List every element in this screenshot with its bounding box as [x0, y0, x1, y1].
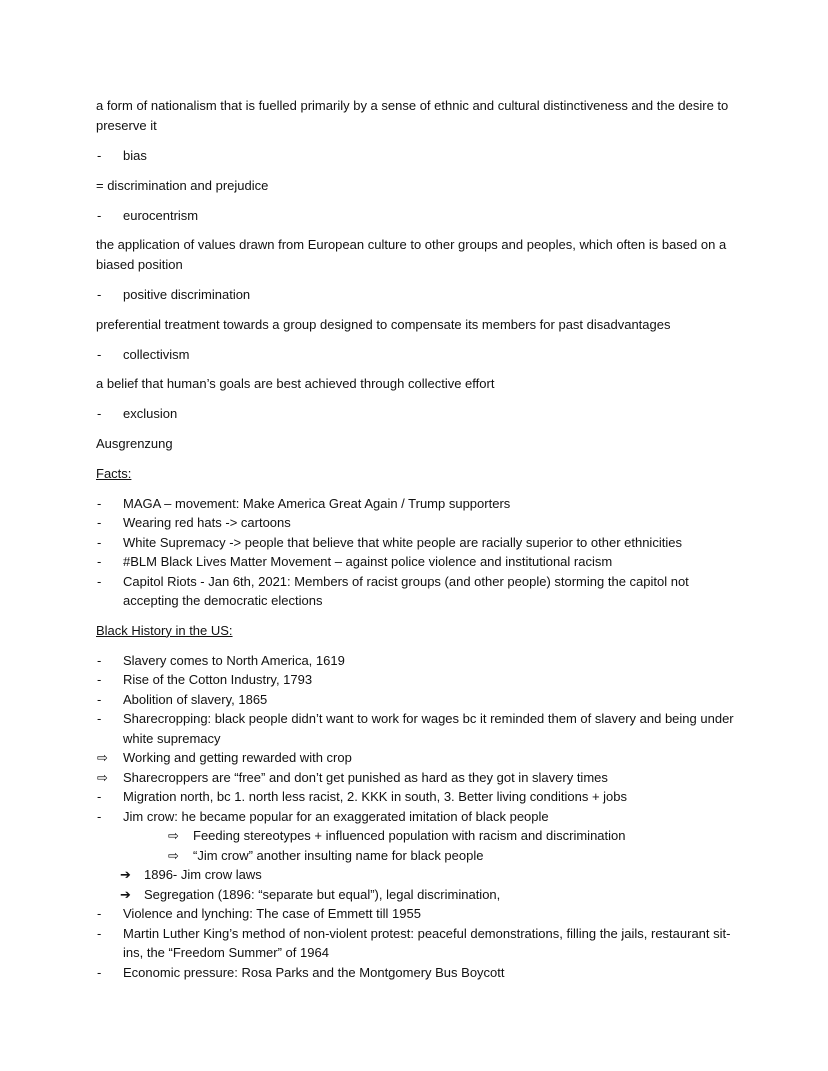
term-list — [96, 146, 746, 166]
fact-item — [96, 533, 746, 553]
history-text: Rise of the Cotton Industry, 1793 — [123, 672, 313, 687]
definition-ethnic-nationalism: a form of nationalism that is fuelled primarily by a sense of ethnic and cultural distinctiveness and the desire to preserve it — [96, 98, 729, 133]
term-list — [96, 345, 746, 365]
dash-marker: - — [97, 346, 102, 362]
history-text: “Jim crow” another insulting name for black people — [193, 847, 484, 863]
bold-arrow-icon: ➔ — [120, 867, 131, 882]
dash-marker: - — [97, 573, 102, 589]
dash-marker: - — [97, 534, 102, 550]
dash-marker: - — [97, 808, 102, 824]
dash-marker: - — [97, 906, 102, 921]
term-definition: = discrimination and prejudice — [96, 177, 269, 193]
history-text: Migration north, bc 1. north less racist, 2. KKK in south, 3. Better living conditions + jobs — [123, 789, 628, 804]
history-item — [96, 885, 746, 905]
dash-marker: - — [97, 148, 102, 163]
dash-marker: - — [97, 964, 102, 980]
history-subitem — [96, 846, 746, 866]
term-item — [96, 345, 746, 365]
hollow-arrow-icon: ⇨ — [97, 769, 108, 785]
term-label: bias — [123, 148, 147, 163]
term-item — [96, 206, 746, 226]
history-item — [96, 787, 746, 807]
fact-item — [96, 572, 746, 611]
history-text: Sharecroppers are “free” and don’t get punished as hard as they got in slavery times — [123, 769, 608, 785]
fact-item — [96, 513, 746, 533]
term-item — [96, 146, 746, 166]
history-text: Jim crow: he became popular for an exaggerated imitation of black people — [123, 808, 549, 824]
history-item — [96, 651, 746, 671]
term-list — [96, 404, 746, 424]
fact-item — [96, 552, 746, 572]
dash-marker: - — [97, 495, 102, 511]
dash-marker: - — [97, 287, 102, 302]
facts-list — [96, 494, 746, 611]
hollow-arrow-icon: ⇨ — [97, 750, 108, 765]
term-list — [96, 285, 746, 305]
term-definition: preferential treatment towards a group designed to compensate its members for past disadvantages — [96, 316, 671, 332]
fact-text: MAGA – movement: Make America Great Again / Trump supporters — [123, 495, 511, 511]
term-item — [96, 404, 746, 424]
dash-marker: - — [97, 207, 102, 223]
history-item — [96, 768, 746, 788]
term-item — [96, 285, 746, 305]
term-definition: the application of values drawn from European culture to other groups and peoples, which often is based on a biased position — [96, 237, 727, 272]
dash-marker: - — [97, 672, 102, 687]
black-history-heading: Black History in the US: — [96, 622, 233, 638]
history-text: Feeding stereotypes + influenced population with racism and discrimination — [193, 828, 626, 843]
history-text: Martin Luther King’s method of non-violent protest: peaceful demonstrations, filling the jails, restaurant sit-ins, the “Freedom Summer” of 1964 — [123, 925, 731, 960]
term-label: collectivism — [123, 346, 190, 362]
history-item — [96, 865, 746, 885]
history-subitem — [96, 826, 746, 846]
history-item — [96, 709, 746, 748]
fact-text: Wearing red hats -> cartoons — [123, 515, 291, 530]
history-item — [96, 807, 746, 827]
history-item — [96, 670, 746, 690]
history-item — [96, 904, 746, 924]
dash-marker: - — [97, 554, 102, 569]
history-text: 1896- Jim crow laws — [144, 867, 262, 882]
black-history-list — [96, 651, 746, 983]
dash-marker: - — [97, 652, 102, 668]
fact-text: Capitol Riots - Jan 6th, 2021: Members of racist groups (and other people) storming the capitol not accepting the democratic elections — [123, 573, 689, 608]
fact-item — [96, 494, 746, 514]
fact-text: #BLM Black Lives Matter Movement – against police violence and institutional racism — [123, 554, 613, 569]
facts-heading: Facts: — [96, 465, 132, 481]
dash-marker: - — [97, 691, 102, 707]
history-text: Segregation (1896: “separate but equal”), legal discrimination, — [144, 886, 501, 902]
history-text: Working and getting rewarded with crop — [123, 750, 352, 765]
dash-marker: - — [97, 406, 102, 421]
dash-marker: - — [97, 925, 102, 941]
document-page — [96, 96, 746, 992]
history-item — [96, 748, 746, 768]
history-item — [96, 924, 746, 963]
history-item — [96, 690, 746, 710]
dash-marker: - — [97, 789, 102, 804]
term-list — [96, 206, 746, 226]
term-definition: Ausgrenzung — [96, 435, 173, 451]
fact-text: White Supremacy -> people that believe that white people are racially superior to other ethnicities — [123, 534, 682, 550]
history-item — [96, 963, 746, 983]
term-label: eurocentrism — [123, 207, 199, 223]
history-text: Slavery comes to North America, 1619 — [123, 652, 345, 668]
history-text: Sharecropping: black people didn’t want to work for wages bc it reminded them of slavery and being under white supremacy — [123, 711, 734, 746]
dash-marker: - — [97, 515, 102, 530]
term-definition: a belief that human’s goals are best achieved through collective effort — [96, 376, 495, 391]
history-text: Economic pressure: Rosa Parks and the Montgomery Bus Boycott — [123, 964, 505, 980]
history-text: Abolition of slavery, 1865 — [123, 691, 268, 707]
term-label: positive discrimination — [123, 287, 251, 302]
term-label: exclusion — [123, 406, 178, 421]
dash-marker: - — [97, 711, 102, 726]
hollow-arrow-icon: ⇨ — [168, 847, 179, 863]
bold-arrow-icon: ➔ — [120, 886, 131, 902]
hollow-arrow-icon: ⇨ — [168, 828, 179, 843]
history-text: Violence and lynching: The case of Emmett till 1955 — [123, 906, 421, 921]
